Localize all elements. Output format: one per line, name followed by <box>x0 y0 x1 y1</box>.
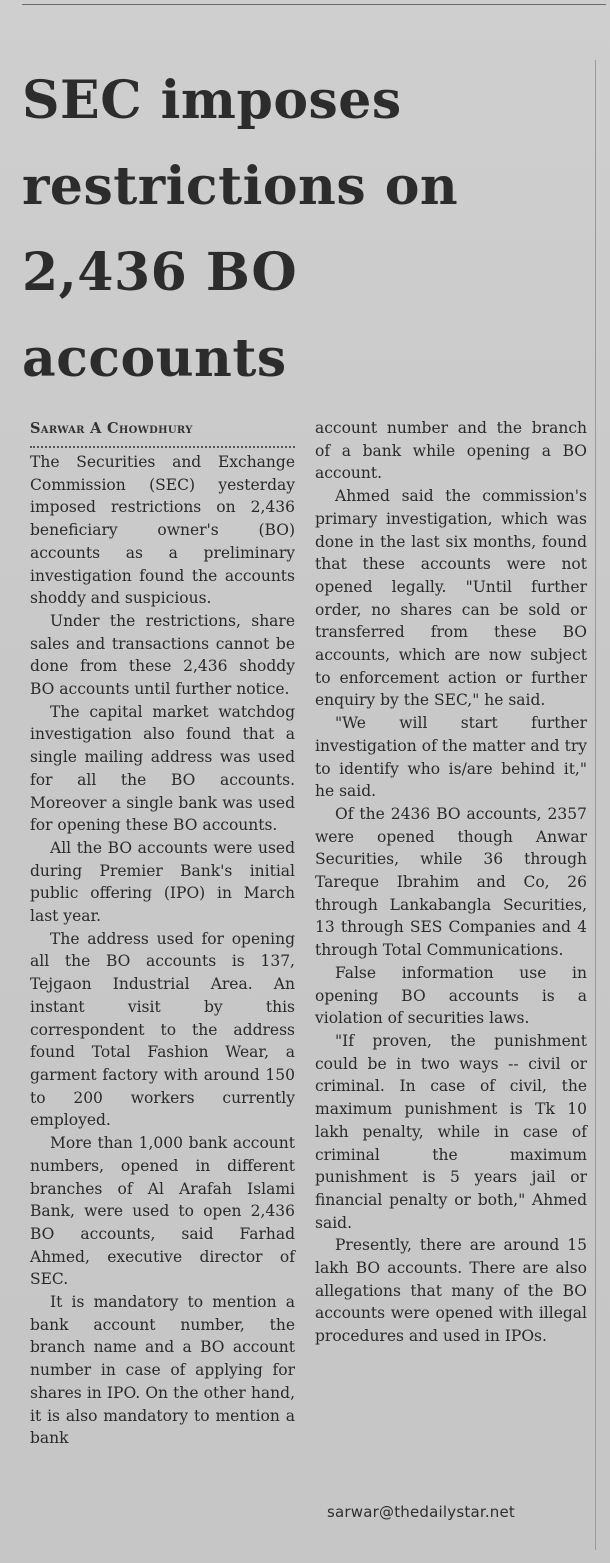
paragraph: Ahmed said the commission's primary investigation, which was done in the last six months, found that these accounts were not opened legally. "Until further order, no shares can be sold or transferred from these BO accounts, which are now subject to enforcement action or further enquiry by the SEC," he said. <box>315 487 587 710</box>
byline-divider <box>30 446 295 448</box>
author-email: sarwar@thedailystar.net <box>327 1503 516 1521</box>
paragraph: account number and the branch of a bank while opening a BO account. <box>315 419 587 483</box>
headline-line: SEC imposes <box>22 70 402 131</box>
headline-line: 2,436 BO <box>22 242 298 303</box>
paragraph: Presently, there are around 15 lakh BO accounts. There are also allegations that many of the BO accounts were opened with illegal procedures and used in IPOs. <box>315 1236 587 1346</box>
paragraph: All the BO accounts were used during Premier Bank's initial public offering (IPO) in March last year. <box>30 838 295 926</box>
paragraph: "We will start further investigation of the matter and try to identify who is/are behind it," he said. <box>315 714 587 801</box>
column-rule <box>595 60 596 1550</box>
paragraph: More than 1,000 bank account numbers, opened in different branches of Al Arafah Islami Bank, were used to open 2,436 BO accounts, said Farhad Ahmed, executive director of SEC. <box>30 1134 295 1289</box>
headline <box>22 58 582 402</box>
headline-line: restrictions on <box>22 156 459 217</box>
byline: Sarwar A Chowdhury <box>30 420 193 437</box>
paragraph: The Securities and Exchange Commission (SEC) yesterday imposed restrictions on 2,436 beneficiary owner's (BO) accounts as a preliminary investigation found the accounts shoddy and suspicious. <box>30 453 295 608</box>
paragraph: It is mandatory to mention a bank account number, the branch name and a BO account number in case of applying for shares in IPO. On the other hand, it is also mandatory to mention a bank <box>30 1293 295 1448</box>
paragraph: The address used for opening all the BO accounts is 137, Tejgaon Industrial Area. An instant visit by this correspondent to the address found Total Fashion Wear, a garment factory with around 150 to 200 workers currently employed. <box>30 929 295 1130</box>
paragraph: "If proven, the punishment could be in two ways -- civil or criminal. In case of civil, the maximum punishment is Tk 10 lakh penalty, while in case of criminal the maximum punishment is 5 years jail or financial penalty or both," Ahmed said. <box>315 1031 587 1232</box>
article-column-left <box>30 418 295 1450</box>
headline-line: accounts <box>22 328 287 389</box>
paragraph: Under the restrictions, share sales and transactions cannot be done from these 2,436 shoddy BO accounts until further notice. <box>30 611 295 699</box>
top-rule <box>22 4 606 5</box>
paragraph: False information use in opening BO accounts is a violation of securities laws. <box>315 963 587 1028</box>
paragraph: The capital market watchdog investigation also found that a single mailing address was used for all the BO accounts. Moreover a single bank was used for opening these BO accounts. <box>30 702 295 835</box>
article-column-right <box>315 417 587 1348</box>
paragraph: Of the 2436 BO accounts, 2357 were opened though Anwar Securities, while 36 through Tareque Ibrahim and Co, 26 through Lankabangla Securities, 13 through SES Companies and 4 through Total Communications. <box>315 804 587 960</box>
